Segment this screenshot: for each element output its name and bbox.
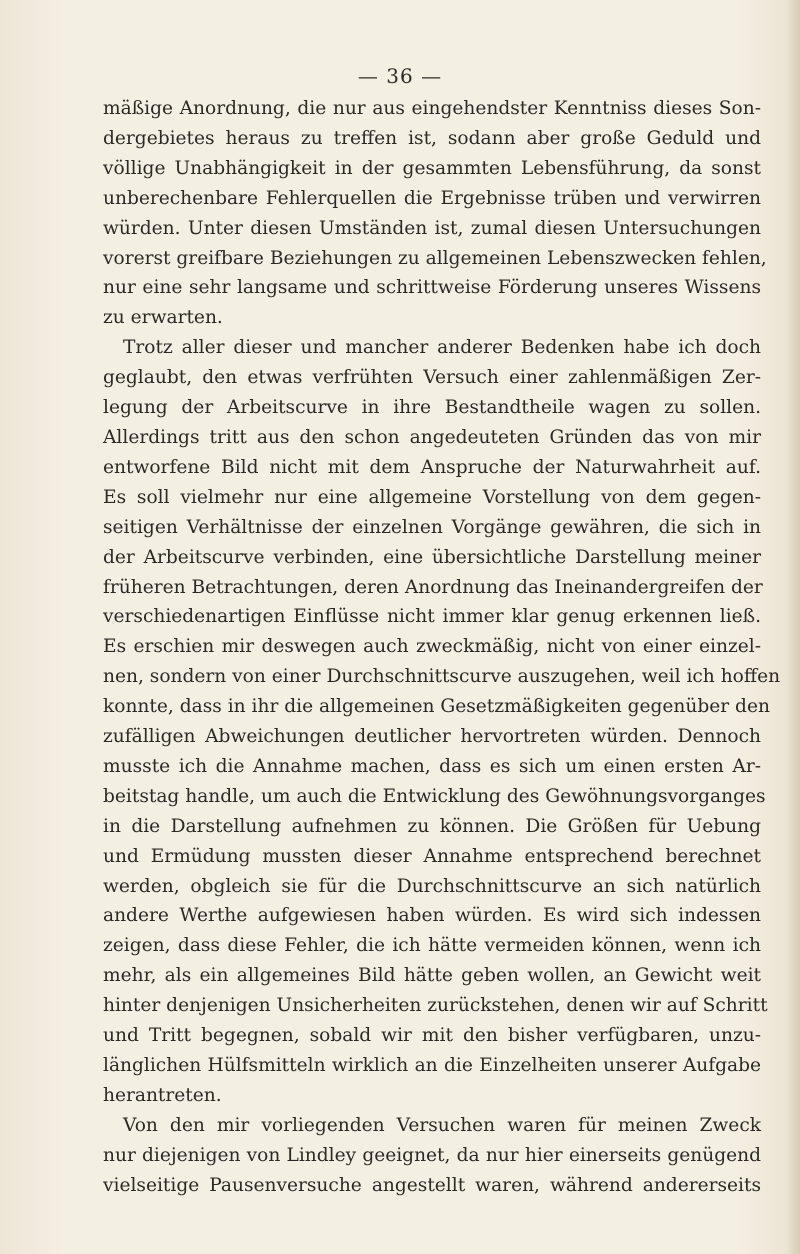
page-number: — 36 — (357, 64, 443, 88)
text-line: würden. Unter diesen Umständen ist, zumal diesen Untersuchungen (103, 217, 761, 239)
text-line: völlige Unabhängigkeit in der gesammten Lebensführung, da sonst (103, 157, 761, 179)
paragraph (103, 1111, 761, 1201)
text-line: länglichen Hülfsmitteln wirklich an die Einzelheiten unserer Aufgabe (103, 1055, 761, 1076)
text-line: legung der Arbeitscurve in ihre Bestandtheile wagen zu sollen. (103, 397, 761, 419)
text-line: mäßige Anordnung, die nur aus eingehendster Kenntniss dieses Son- (103, 98, 761, 119)
text-line: in die Darstellung aufnehmen zu können. Die Größen für Uebung (103, 815, 761, 837)
text-line: unberechenbare Fehlerquellen die Ergebnisse trüben und verwirren (103, 187, 761, 209)
text-line: hinter denjenigen Unsicherheiten zurückstehen, denen wir auf Schritt (103, 995, 768, 1017)
text-line: werden, obgleich sie für die Durchschnittscurve an sich natürlich (103, 875, 761, 897)
paragraph (103, 333, 781, 1111)
text-line: seitigen Verhältnisse der einzelnen Vorgänge gewähren, die sich in (103, 516, 761, 538)
text-line: herantreten. (103, 1084, 222, 1106)
text-line: zeigen, dass diese Fehler, die ich hätte vermeiden können, wenn ich (103, 935, 761, 957)
text-line: der Arbeitscurve verbinden, eine übersichtliche Darstellung meiner (103, 546, 761, 568)
text-line: Von den mir vorliegenden Versuchen waren für meinen Zweck (123, 1114, 761, 1136)
text-line: verschiedenartigen Einflüsse nicht immer klar genug erkennen ließ. (103, 606, 761, 628)
text-line: Trotz aller dieser und mancher anderer Bedenken habe ich doch (123, 337, 761, 359)
text-line: nur eine sehr langsame und schrittweise Förderung unseres Wissens (103, 277, 761, 299)
text-line: nen, sondern von einer Durchschnittscurve auszugehen, weil ich hoffen (103, 666, 781, 688)
text-line: früheren Betrachtungen, deren Anordnung das Ineinandergreifen der (103, 576, 763, 598)
text-line: beitstag handle, um auch die Entwicklung des Gewöhnungsvorganges (103, 785, 766, 807)
text-line: musste ich die Annahme machen, dass es sich um einen ersten Ar- (103, 755, 761, 777)
text-line: andere Werthe aufgewiesen haben würden. Es wird sich indessen (103, 905, 761, 927)
text-line: zufälligen Abweichungen deutlicher hervortreten würden. Dennoch (103, 726, 761, 748)
text-line: Allerdings tritt aus den schon angedeuteten Gründen das von mir (103, 426, 761, 448)
text-line: vorerst greifbare Beziehungen zu allgemeinen Lebenszwecken fehlen, (103, 247, 767, 269)
text-line: nur diejenigen von Lindley geeignet, da nur hier einerseits genügend (103, 1144, 761, 1166)
text-line: konnte, dass in ihr die allgemeinen Gesetzmäßigkeiten gegenüber den (103, 696, 770, 718)
text-line: vielseitige Pausenversuche angestellt waren, während andererseits (103, 1174, 761, 1196)
text-line: dergebietes heraus zu treffen ist, sodann aber große Geduld und (103, 127, 761, 149)
body-text (103, 94, 781, 1201)
paragraph (103, 94, 767, 333)
page-edge-shadow (786, 0, 800, 1254)
text-line: zu erwarten. (103, 307, 223, 329)
text-line: entworfene Bild nicht mit dem Anspruche der Naturwahrheit auf. (103, 456, 761, 478)
text-line: und Ermüdung mussten dieser Annahme entsprechend berechnet (103, 845, 761, 867)
text-line: Es erschien mir deswegen auch zweckmäßig, nicht von einer einzel- (103, 636, 761, 658)
text-line: geglaubt, den etwas verfrühten Versuch einer zahlenmäßigen Zer- (103, 367, 761, 389)
text-line: und Tritt begegnen, sobald wir mit den bisher verfügbaren, unzu- (103, 1025, 761, 1047)
text-line: mehr, als ein allgemeines Bild hätte geben wollen, an Gewicht weit (103, 965, 761, 987)
text-line: Es soll vielmehr nur eine allgemeine Vorstellung von dem gegen- (103, 486, 761, 508)
